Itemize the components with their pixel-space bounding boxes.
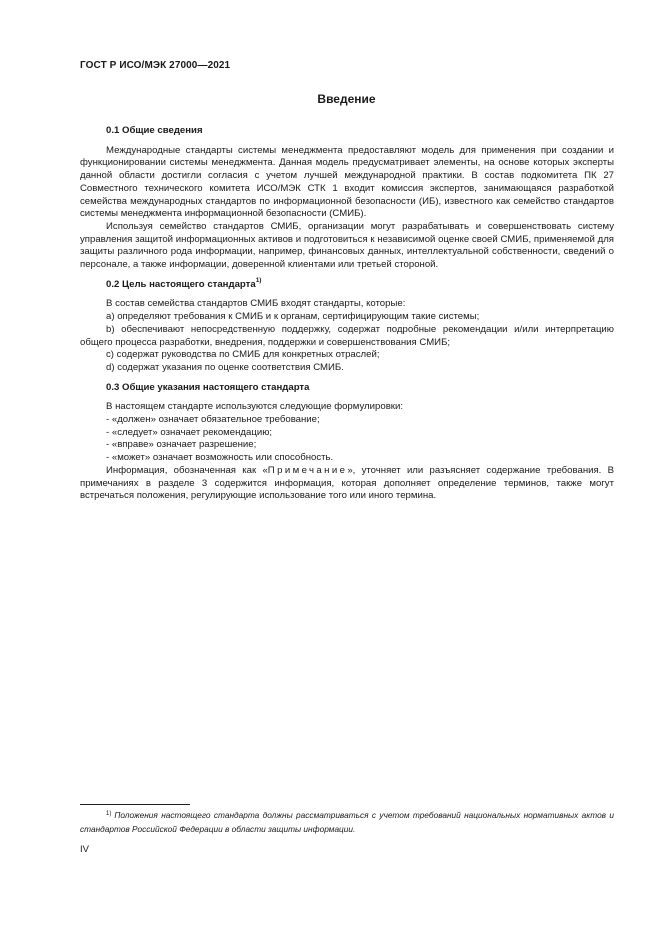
list-item: - «вправе» означает разрешение; [106,439,257,451]
paragraph: В состав семейства стандартов СМИБ входят стандарты, которые: [106,298,406,310]
list-item: b) обеспечивают непосредственную поддержку, содержат подробные рекомендации и/или интерпретацию общего процесса разработки, внедрения, поддержки и совершенствования СМИБ; [80,323,614,348]
list-item: - «должен» означает обязательное требование; [106,414,320,426]
list-item: d) содержат указания по оценке соответствия СМИБ. [106,361,344,373]
list-item: c) содержат руководства по СМИБ для конкретных отраслей; [106,349,380,361]
section-heading-0-2 [106,276,614,292]
page-number: IV [80,844,89,855]
section-heading-0-1: 0.1 Общие сведения [106,125,203,136]
paragraph [80,465,614,503]
footnote-reference[interactable]: 1) [255,276,262,284]
paragraph: Международные стандарты системы менеджмента предоставляют модель для применения при создании и функционировании системы менеджмента. Данная модель предусматривает элементы, на основе которых эксперты данной области достигли согласия с учетом лучшей международной практики. В состав подкомитета ПК 27 Совместного технического комитета ИСО/МЭК СТК 1 входит комиссия экспертов, занимающаяся разработкой семейства международных стандартов по информационной безопасности (ИБ), известного как семейство стандартов системы менеджмента информационной безопасности (СМИБ). [80,144,614,220]
footnote-text: Положения настоящего стандарта должны рассматриваться с учетом требований национальных нормативных актов и стандартов Российской Федерации в области защиты информации. [80,810,614,834]
footnote [80,810,614,835]
note-text: », уточняет или разъясняет содержание требования. В примечаниях в разделе 3 содержится информация, которая дополняет определение терминов, также могут встречаться положения, регулирующие использование того или иного термина. [80,464,614,502]
page-title: Введение [317,92,376,106]
footnote-mark: 1) [106,811,112,817]
list-item: - «следует» означает рекомендацию; [106,426,273,438]
paragraph: В настоящем стандарте используются следующие формулировки: [106,401,404,413]
note-text: Информация, обозначенная как « [106,464,268,476]
section-heading-text: 0.2 Цель настоящего стандарта [106,278,256,290]
list-item: a) определяют требования к СМИБ и к органам, сертифицирующим такие системы; [106,311,480,323]
standard-header: ГОСТ Р ИСО/МЭК 27000—2021 [80,60,231,71]
footnote-divider [80,804,190,805]
paragraph: Используя семейство стандартов СМИБ, организации могут разрабатывать и совершенствовать систему управления защитой информационных активов и подготовиться к независимой оценке своей СМИБ, применяемой для защиты различного рода информации, например, финансовых данных, интеллектуальной собственности, сведений о персонале, а также информации, доверенной клиентами или третьей стороной. [80,220,614,271]
section-heading-0-3: 0.3 Общие указания настоящего стандарта [106,381,310,393]
note-keyword: Примечание [267,464,348,476]
document-body [80,125,614,503]
list-item: - «может» означает возможность или способность. [106,452,334,464]
